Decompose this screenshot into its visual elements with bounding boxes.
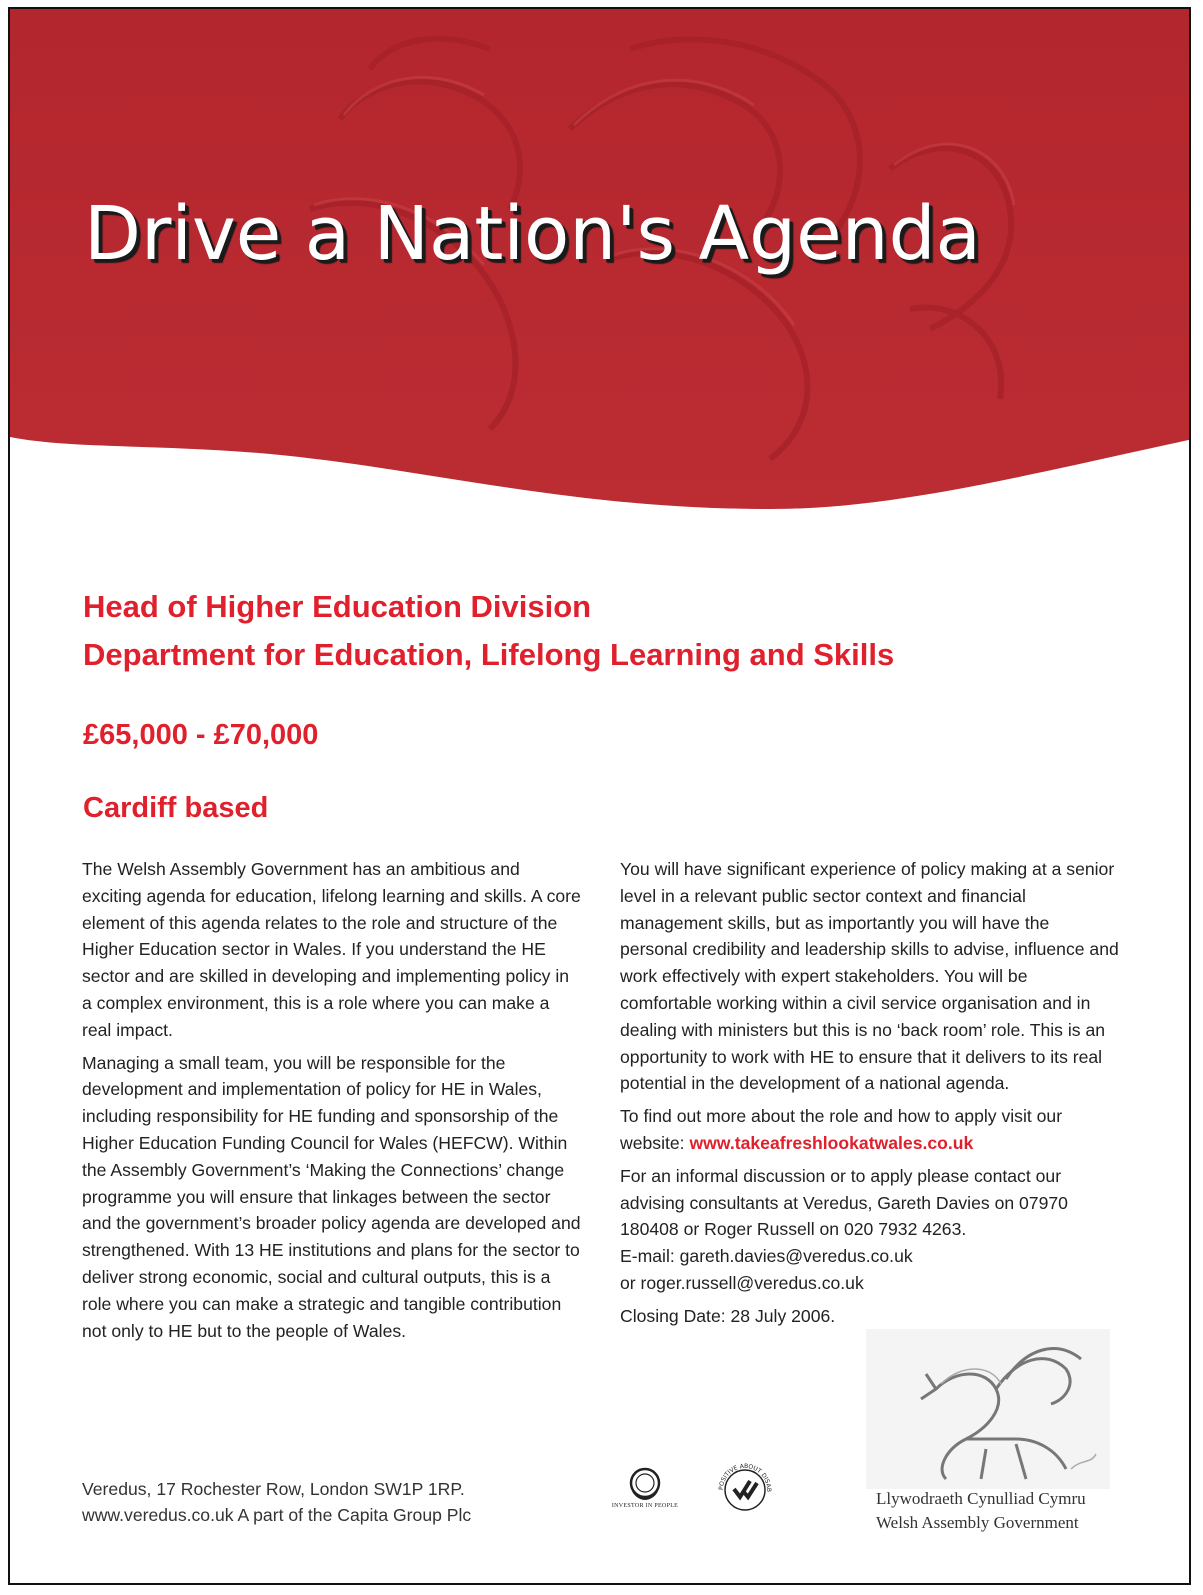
- footer-address-block: [82, 1476, 471, 1528]
- contact-text: For an informal discussion or to apply please contact our advising consultants at Veredus, Gareth Davies on 07970 180408 or Roger Russell on 020 7932 4263.: [620, 1165, 1068, 1240]
- job-location: Cardiff based: [83, 792, 269, 824]
- email-line: E-mail: gareth.davies@veredus.co.uk: [620, 1246, 913, 1267]
- page-frame: [8, 7, 1191, 1585]
- header-banner: [10, 9, 1191, 529]
- apply-paragraph: [620, 1103, 1120, 1157]
- welsh-assembly-logo: [866, 1329, 1110, 1579]
- body-paragraph: The Welsh Assembly Government has an ambitious and exciting agenda for education, lifelong learning and skills. A core element of this agenda relates to the role and structure of the Higher Education sector in Wales. If you understand the HE sector and are skilled in developing and implementing policy in a complex environment, this is a role where you can make a real impact.: [82, 859, 581, 1040]
- investor-in-people-logo: [600, 1461, 690, 1521]
- job-title: Head of Higher Education Division: [83, 589, 592, 624]
- salary-range: £65,000 - £70,000: [83, 719, 319, 751]
- body-column-right: [620, 856, 1120, 1336]
- website-link[interactable]: www.takeafreshlookatwales.co.uk: [689, 1132, 974, 1153]
- welsh-dragon-icon: [866, 1329, 1110, 1489]
- iip-caption: INVESTOR IN PEOPLE: [611, 1503, 679, 1509]
- footer-address: Veredus, 17 Rochester Row, London SW1P 1RP.: [82, 1479, 465, 1499]
- department-name: Department for Education, Lifelong Learning and Skills: [83, 637, 895, 672]
- laurel-wreath-icon: [600, 1461, 690, 1505]
- apply-text: To find out more about the role and how to apply visit our website:: [620, 1106, 1063, 1153]
- svg-text:POSITIVE ABOUT DISABLED PEOPLE: [710, 1455, 772, 1492]
- email-line-2: or roger.russell@veredus.co.uk: [620, 1272, 864, 1293]
- body-column-left: [82, 856, 582, 1350]
- body-paragraph: Managing a small team, you will be responsible for the development and implementation of policy for HE in Wales, including responsibility for HE funding and sponsorship of the Higher Education Funding Council for Wales (HEFCW). Within the Assembly Government’s ‘Making the Connections’ change programme you will ensure that linkages between the sector and the government’s broader policy agenda are developed and strengthened. With 13 HE institutions and plans for the sector to deliver strong economic, social and cultural outputs, this is a role where you can make a strategic and tangible contribution not only to HE but to the people of Wales.: [82, 1052, 581, 1341]
- welsh-name: Llywodraeth Cynulliad Cymru: [876, 1489, 1086, 1508]
- disability-text: POSITIVE ABOUT DISAB: [717, 1462, 773, 1492]
- body-paragraph: You will have significant experience of policy making at a senior level in a relevant public sector context and financial management skills, but as importantly you will have the personal credibility and leadership skills to advise, influence and work effectively with expert stakeholders. You will be comfortable working within a civil service organisation and in dealing with ministers but this is no ‘back room’ role. This is an opportunity to work with HE to ensure that it delivers to its real potential in the development of a national agenda.: [620, 859, 1119, 1094]
- two-ticks-icon: [710, 1455, 780, 1525]
- english-name: Welsh Assembly Government: [876, 1513, 1079, 1532]
- disability-symbol-logo: [710, 1455, 780, 1525]
- footer-web-line: www.veredus.co.uk A part of the Capita Group Plc: [82, 1505, 472, 1525]
- page-headline: Drive a Nation's Agenda: [84, 191, 981, 277]
- contact-paragraph: [620, 1163, 1120, 1297]
- closing-date: Closing Date: 28 July 2006.: [620, 1305, 836, 1326]
